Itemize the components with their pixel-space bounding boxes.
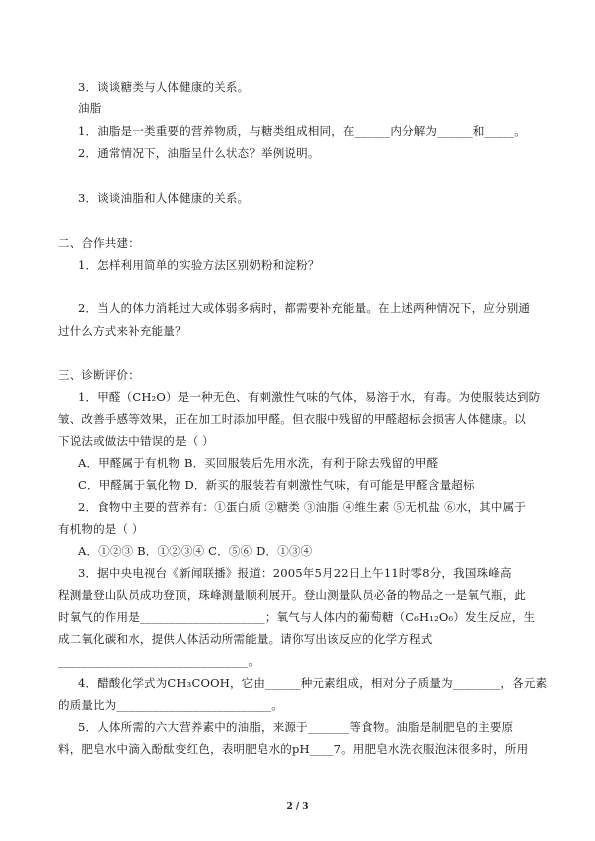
option-line: C．甲醛属于氧化物 D．新买的服装若有刺激性气味，有可能是甲醛含量超标: [78, 478, 475, 492]
text-line: 有机物的是（ ）: [58, 522, 144, 536]
text-line: 1．怎样利用简单的实验方法区别奶粉和淀粉？: [78, 258, 320, 272]
text-line: 3．据中央电视台《新闻联播》报道：2005年5月22日上午11时零8分，我国珠峰高: [78, 566, 512, 580]
text-line: 成二氧化碳和水，提供人体活动所需能量。请你写出该反应的化学方程式: [58, 632, 433, 646]
text-line: 5．人体所需的六大营养素中的油脂，来源于_______等食物。油脂是制肥皂的主要原: [78, 720, 514, 734]
text-line: 2．当人的体力消耗过大或体弱多病时，都需要补充能量。在上述两种情况下，应分别通: [78, 301, 531, 315]
text-line: 2．通常情况下，油脂呈什么状态？举例说明。: [78, 146, 320, 160]
text-line: 过什么方式来补充能量？: [58, 324, 187, 338]
text-line: 1．甲醛（CH₂O）是一种无色、有刺激性气味的气体，易溶于水，有毒。为使服装达到防: [78, 390, 541, 404]
section-heading-cooperation: 二、合作共建：: [58, 236, 140, 250]
text-line: 皱、改善手感等效果，正在加工时添加甲醛。但衣服中残留的甲醛超标会损害人体健康。以: [58, 412, 526, 426]
text-line: 1．油脂是一类重要的营养物质，与糖类组成相同，在______内分解为______和_____。: [78, 124, 526, 138]
page-number: 2 / 3: [286, 802, 309, 812]
text-line: 2．食物中主要的营养有：①蛋白质 ②糖类 ③油脂 ④维生素 ⑤无机盐 ⑥水，其中属于: [78, 500, 526, 514]
text-line: 程测量登山队员成功登顶，珠峰测量顺利展开。登山测量队员必备的物品之一是氧气瓶，此: [58, 588, 526, 602]
text-line: 3．谈谈糖类与人体健康的关系。: [78, 80, 250, 94]
text-line: 的质量比为__________________________。: [58, 698, 283, 712]
option-line: A．①②③ B．①②③④ C．⑤⑥ D．①③④: [78, 544, 313, 558]
section-heading-evaluation: 三、诊断评价：: [58, 368, 140, 382]
text-line: 时氧气的作用是_____________________；氧气与人体内的葡萄糖（C₆H₁₂O₆）发生反应，生: [58, 610, 536, 624]
option-line: A．甲醛属于有机物 B．买回服装后先用水洗，有利于除去残留的甲醛: [78, 456, 439, 470]
text-line: 下说法或做法中错误的是（ ）: [58, 434, 214, 448]
text-line: 料，肥皂水中滴入酚酞变红色，表明肥皂水的pH____7。用肥皂水洗衣服泡沫很多时，所用: [58, 742, 529, 756]
answer-blank-line: ________________________________。: [58, 654, 261, 668]
text-line: 3．谈谈油脂和人体健康的关系。: [78, 191, 250, 205]
text-line: 4．醋酸化学式为CH₃COOH，它由______种元素组成，相对分子质量为________，各元素: [78, 676, 548, 690]
section-heading-oils: 油脂: [78, 101, 102, 115]
